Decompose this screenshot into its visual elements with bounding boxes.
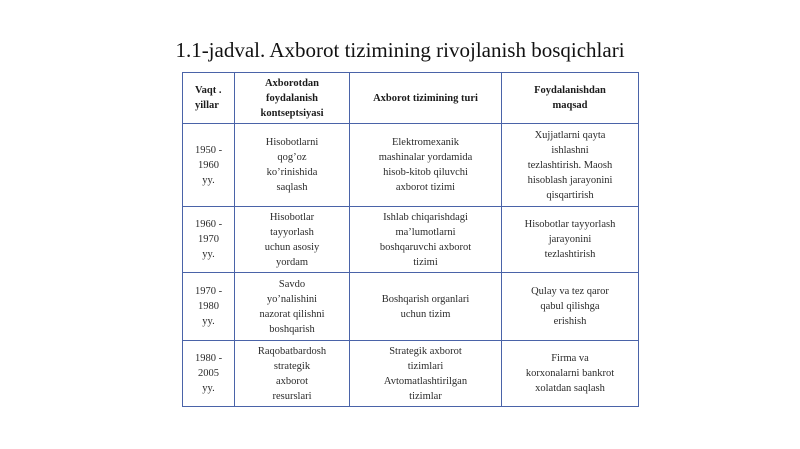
concept-cell: Hisobotlarni qog’oz ko’rinishida saqlash — [235, 124, 350, 207]
table-row — [183, 124, 639, 207]
header-system-type: Axborot tizimining turi — [350, 73, 502, 124]
purpose-cell: Xujjatlarni qayta ishlashni tezlashtirish. Maosh hisoblash jarayonini qisqartirish — [502, 124, 639, 207]
purpose-cell: Hisobotlar tayyorlash jarayonini tezlashtirish — [502, 207, 639, 273]
years-cell: 1960 - 1970 yy. — [183, 207, 235, 273]
header-years: Vaqt . yillar — [183, 73, 235, 124]
header-purpose: Foydalanishdan maqsad — [502, 73, 639, 124]
table-header-row — [183, 73, 639, 124]
stages-table — [182, 72, 639, 407]
header-concept: Axborotdan foydalanish kontseptsiyasi — [235, 73, 350, 124]
years-cell: 1980 - 2005 yy. — [183, 341, 235, 407]
years-cell: 1970 - 1980 yy. — [183, 273, 235, 341]
system-type-cell: Strategik axborot tizimlari Avtomatlashtirilgan tizimlar — [350, 341, 502, 407]
table-row — [183, 207, 639, 273]
concept-cell: Hisobotlar tayyorlash uchun asosiy yordam — [235, 207, 350, 273]
concept-cell: Raqobatbardosh strategik axborot resurslari — [235, 341, 350, 407]
table-row — [183, 341, 639, 407]
stages-table-container — [182, 72, 638, 406]
concept-cell: Savdo yo’nalishini nazorat qilishni boshqarish — [235, 273, 350, 341]
table-row — [183, 273, 639, 341]
years-cell: 1950 - 1960 yy. — [183, 124, 235, 207]
purpose-cell: Qulay va tez qaror qabul qilishga erishish — [502, 273, 639, 341]
purpose-cell: Firma va korxonalarni bankrot xolatdan saqlash — [502, 341, 639, 407]
system-type-cell: Elektromexanik mashinalar yordamida hisob-kitob qiluvchi axborot tizimi — [350, 124, 502, 207]
system-type-cell: Ishlab chiqarishdagi ma’lumotlarni boshqaruvchi axborot tizimi — [350, 207, 502, 273]
system-type-cell: Boshqarish organlari uchun tizim — [350, 273, 502, 341]
table-title: 1.1-jadval. Axborot tizimining rivojlanish bosqichlari — [175, 38, 625, 62]
